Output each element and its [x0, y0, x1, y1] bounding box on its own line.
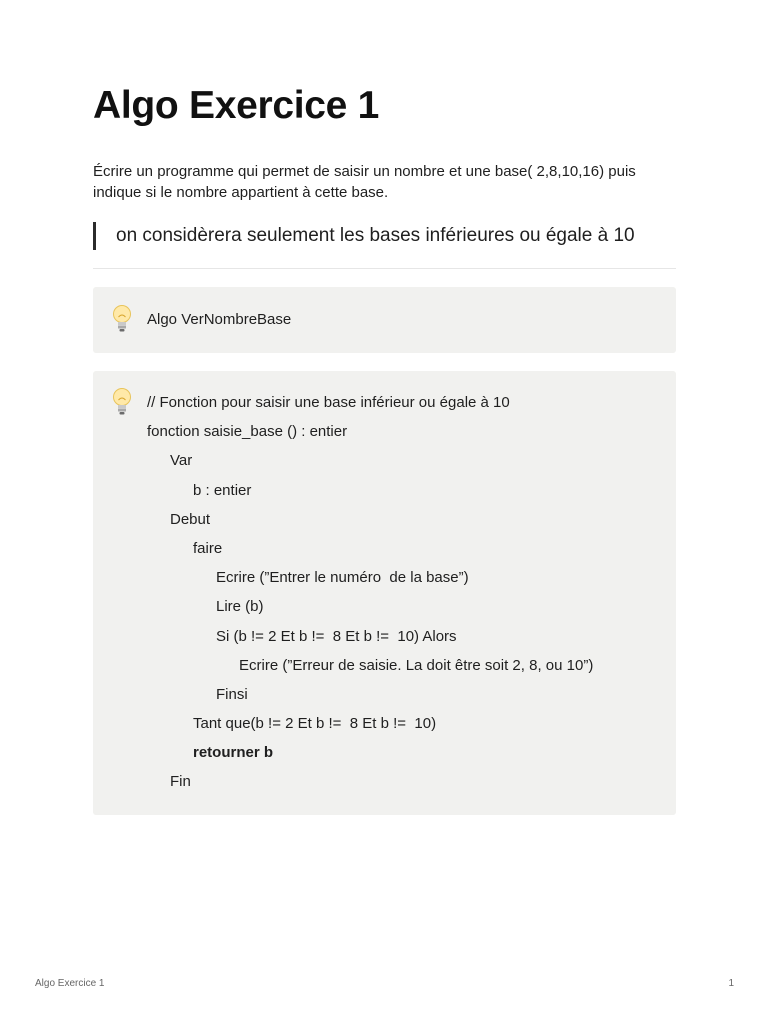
intro-paragraph: Écrire un programme qui permet de saisir un nombre et une base( 2,8,10,16) puis indique si le nombre appartient à cette base.: [93, 163, 636, 201]
divider: [93, 268, 676, 269]
code-line: Si (b != 2 Et b != 8 Et b != 10) Alors: [216, 627, 457, 645]
pseudocode-block: [147, 393, 667, 802]
callout-algo-name: [93, 287, 676, 353]
code-line: b : entier: [193, 481, 252, 499]
code-line: // Fonction pour saisir une base inférieur ou égale à 10: [147, 394, 510, 411]
callout-text: Algo VerNombreBase: [147, 311, 292, 328]
code-line: faire: [193, 539, 223, 557]
lightbulb-icon: [111, 387, 133, 417]
page-title: Algo Exercice 1: [93, 84, 379, 127]
callout-code: [93, 371, 676, 815]
page-number: 1: [728, 978, 734, 989]
code-line: Ecrire (”Entrer le numéro de la base”): [216, 569, 469, 587]
code-line: Ecrire (”Erreur de saisie. La doit être soit 2, 8, ou 10”): [239, 656, 594, 674]
code-line: retourner b: [193, 744, 274, 762]
footer-title: Algo Exercice 1: [35, 978, 105, 989]
code-line: Lire (b): [216, 598, 264, 616]
code-line: Debut: [170, 510, 211, 528]
lightbulb-icon: [111, 304, 133, 334]
quote-block: on considèrera seulement les bases inférieures ou égale à 10: [93, 222, 676, 250]
code-line: Finsi: [216, 685, 248, 703]
code-line: Fin: [170, 773, 191, 791]
code-line: fonction saisie_base () : entier: [147, 423, 348, 441]
code-line: Var: [170, 452, 193, 470]
code-line: Tant que(b != 2 Et b != 8 Et b != 10): [193, 715, 437, 733]
